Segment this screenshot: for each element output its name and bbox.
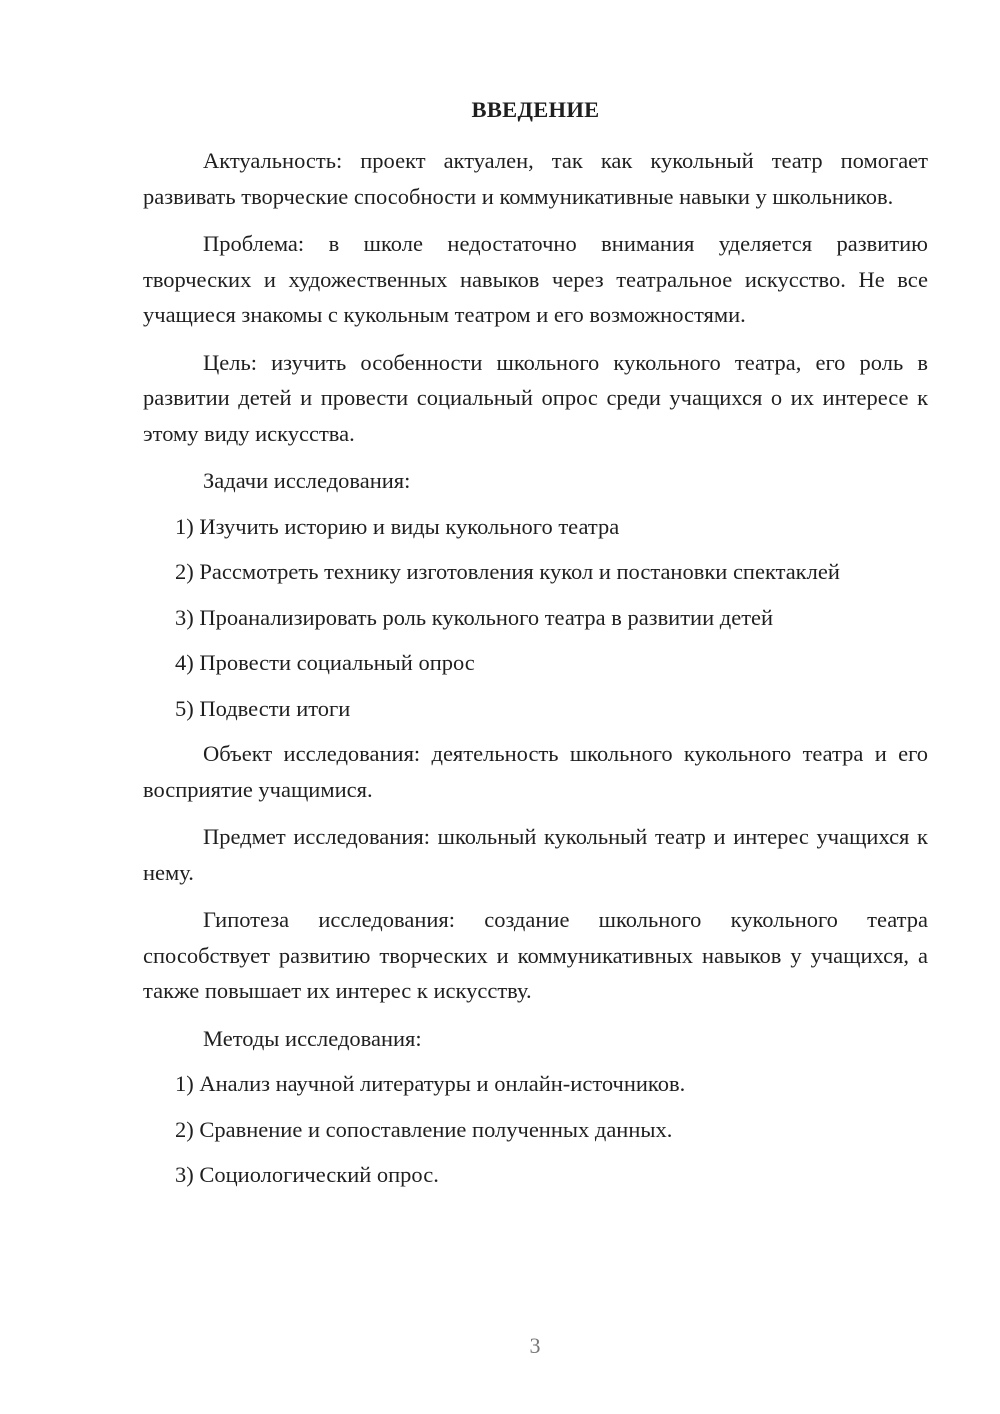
list-item: 2) Сравнение и сопоставление полученных данных.: [175, 1116, 673, 1142]
list-item: 5) Подвести итоги: [175, 695, 351, 721]
list-item: 3) Проанализировать роль кукольного театра в развитии детей: [175, 604, 774, 630]
list-item: 1) Изучить историю и виды кукольного театра: [175, 513, 620, 539]
relevance-paragraph: Актуальность: проект актуален, так как кукольный театр помогает развивать творческие способности и коммуникативные навыки у школьников.: [143, 148, 928, 209]
goal-paragraph: Цель: изучить особенности школьного кукольного театра, его роль в развитии детей и провести социальный опрос среди учащихся о их интересе к этому виду искусства.: [143, 349, 928, 446]
tasks-list: [143, 509, 928, 727]
list-item: 1) Анализ научной литературы и онлайн-источников.: [175, 1071, 686, 1096]
list-item: 3) Социологический опрос.: [175, 1162, 439, 1187]
section-heading: ВВЕДЕНИЕ: [471, 97, 600, 122]
hypothesis-paragraph: Гипотеза исследования: создание школьного кукольного театра способствует развитию творческих и коммуникативных навыков у учащихся, а также повышает их интерес к искусству.: [143, 907, 928, 1003]
page-content: [143, 93, 928, 1203]
subject-paragraph: Предмет исследования: школьный кукольный театр и интерес учащихся к нему.: [143, 824, 928, 885]
object-paragraph: Объект исследования: деятельность школьного кукольного театра и его восприятие учащимися.: [143, 741, 928, 802]
list-item: 4) Провести социальный опрос: [175, 650, 475, 675]
methods-list: [143, 1066, 928, 1193]
tasks-label: Задачи исследования:: [203, 468, 411, 493]
page-number: 3: [529, 1333, 541, 1358]
list-item: 2) Рассмотреть технику изготовления кукол и постановки спектаклей: [175, 559, 840, 584]
methods-label: Методы исследования:: [203, 1025, 422, 1051]
problem-paragraph: Проблема: в школе недостаточно внимания уделяется развитию творческих и художественных навыков через театральное искусство. Не все учащиеся знакомы с кукольным театром и его возможностями.: [143, 231, 928, 327]
